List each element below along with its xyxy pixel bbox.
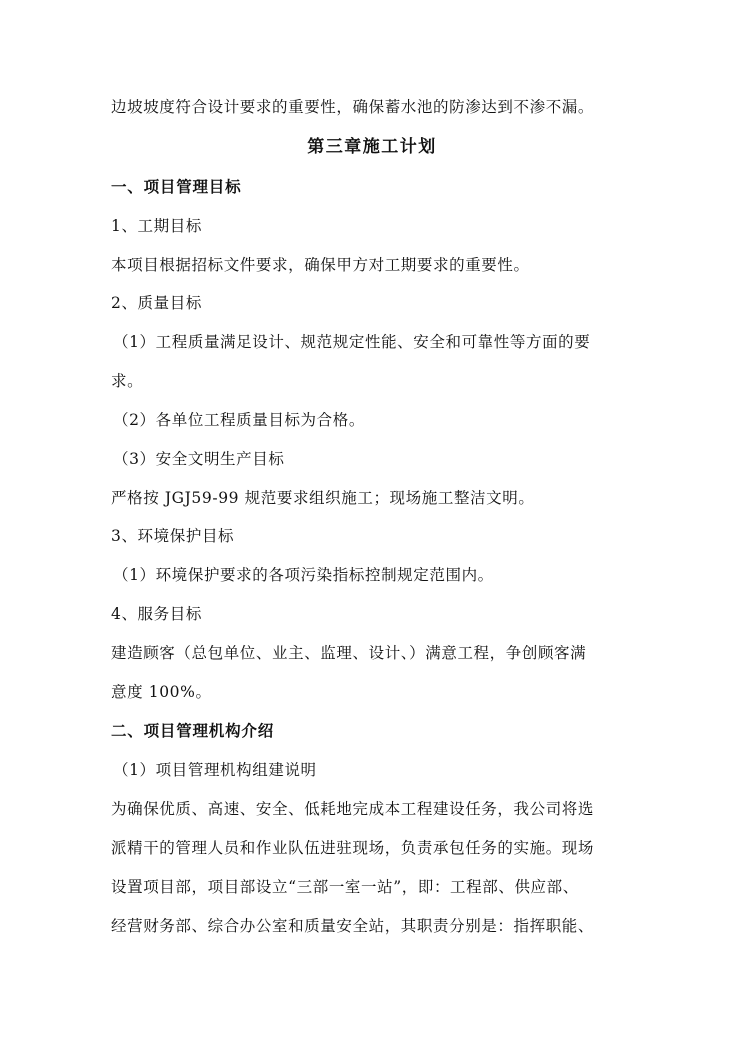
section-heading: 一、项目管理目标 (111, 178, 242, 196)
subsection-heading: 2、质量目标 (111, 294, 202, 312)
paragraph-line: 严格按 JGJ59-99 规范要求组织施工；现场施工整洁文明。 (111, 489, 535, 507)
paragraph-line: 派精干的管理人员和作业队伍进驻现场，负责承包任务的实施。现场 (111, 839, 595, 857)
paragraph-line: 意度 100%。 (111, 683, 212, 701)
paragraph-line: 设置项目部，项目部设立“三部一室一站”，即：工程部、供应部、 (111, 878, 579, 896)
list-item: （1）环境保护要求的各项污染指标控制规定范围内。 (113, 566, 494, 584)
subsection-heading: 4、服务目标 (111, 605, 202, 623)
chapter-title: 第三章施工计划 (307, 137, 437, 157)
subsection-heading: 1、工期目标 (111, 217, 202, 235)
section-heading: 二、项目管理机构介绍 (111, 722, 275, 740)
paragraph-line: 求。 (111, 372, 144, 390)
list-item: （1）工程质量满足设计、规范规定性能、安全和可靠性等方面的要 (113, 333, 591, 351)
list-item: （1）项目管理机构组建说明 (113, 761, 317, 779)
paragraph-line: 本项目根据招标文件要求，确保甲方对工期要求的重要性。 (111, 256, 530, 274)
subsection-heading: 3、环境保护目标 (111, 527, 235, 545)
paragraph-line: 为确保优质、高速、安全、低耗地完成本工程建设任务，我公司将选 (111, 800, 595, 818)
list-item: （2）各单位工程质量目标为合格。 (113, 411, 365, 429)
list-item: （3）安全文明生产目标 (113, 450, 285, 468)
paragraph-line: 边坡坡度符合设计要求的重要性，确保蓄水池的防渗达到不渗不漏。 (111, 98, 595, 116)
paragraph-line: 建造顾客（总包单位、业主、监理、设计、）满意工程，争创顾客满 (111, 644, 587, 662)
paragraph-line: 经营财务部、综合办公室和质量安全站，其职责分别是：指挥职能、 (111, 917, 595, 935)
